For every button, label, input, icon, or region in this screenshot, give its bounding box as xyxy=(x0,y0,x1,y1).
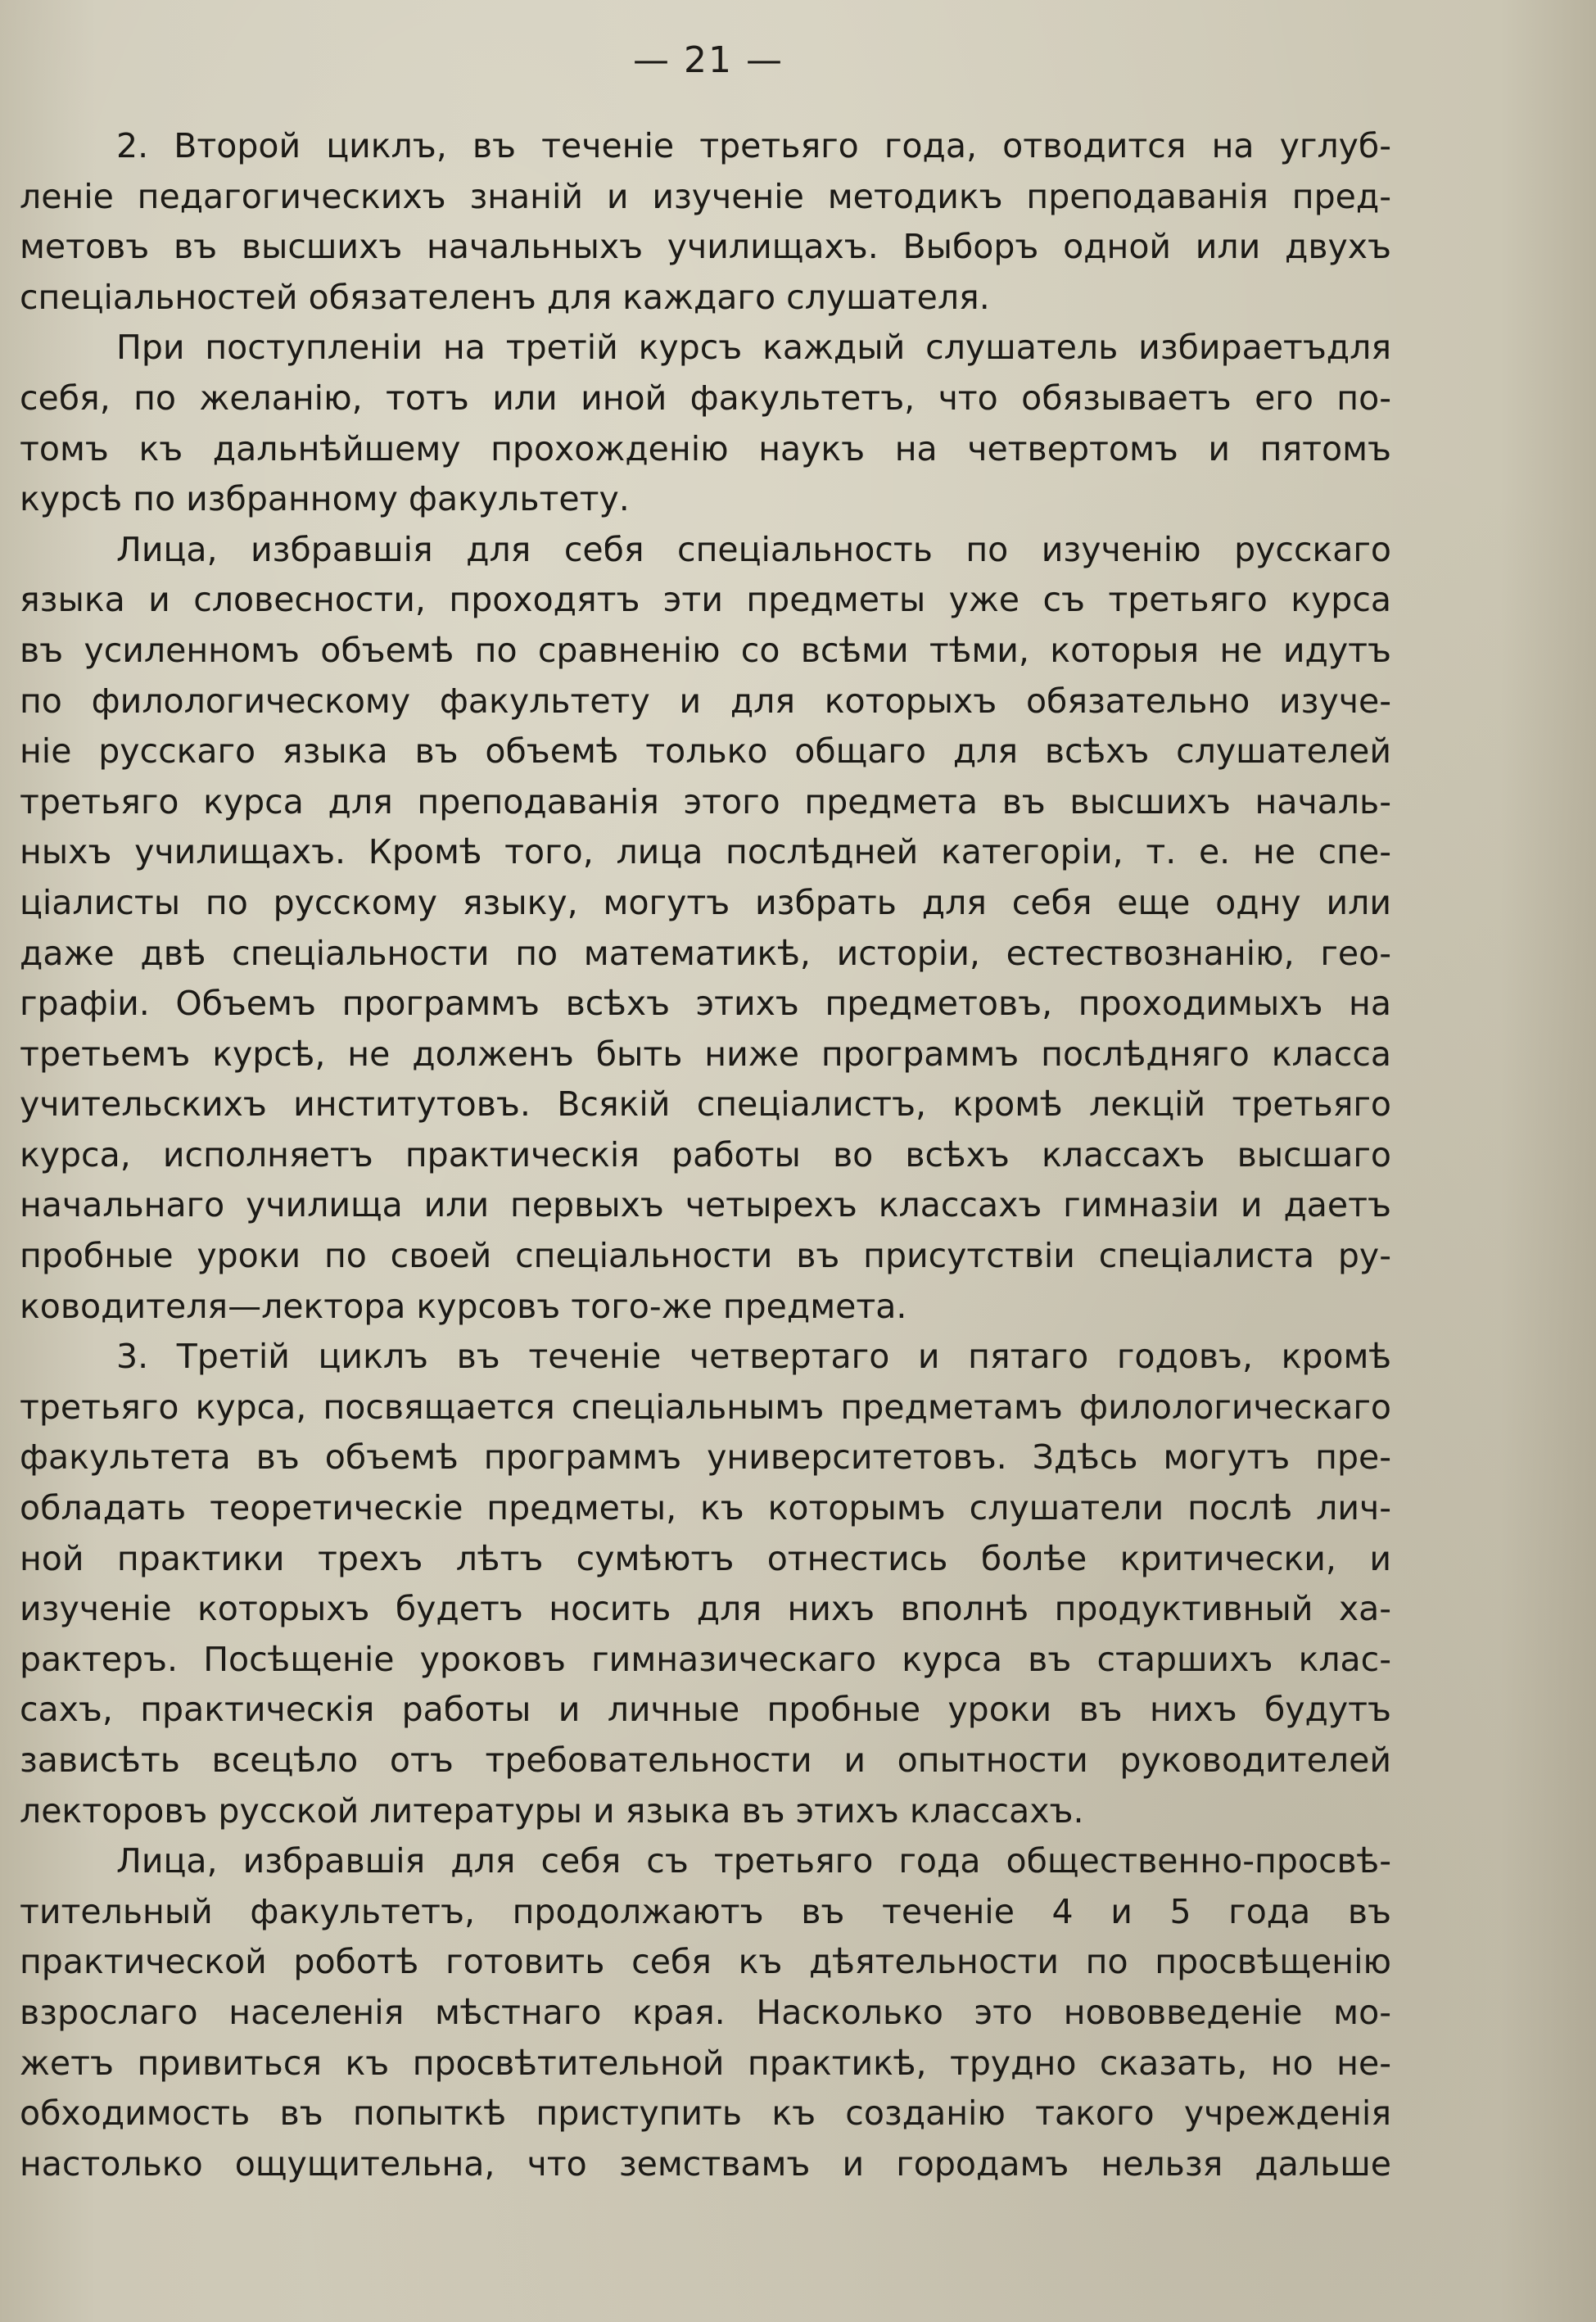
text-line: ныхъ училищахъ. Кромѣ того, лица послѣдней категоріи, т. е. не спе- xyxy=(20,832,1391,872)
text-line: 2. Второй циклъ, въ теченіе третьяго года, отводится на углуб- xyxy=(116,126,1391,165)
text-line: Лица, избравшія для себя спеціальность по изученію русскаго xyxy=(116,529,1391,569)
text-line: жетъ привиться къ просвѣтительной практикѣ, трудно сказать, но не- xyxy=(20,2043,1391,2083)
text-line: курсѣ по избранному факультету. xyxy=(20,479,630,519)
text-line: себя, по желанію, тотъ или иной факультетъ, что обязываетъ его по- xyxy=(20,378,1391,418)
text-line: ководителя—лектора курсовъ того-же предмета. xyxy=(20,1286,907,1326)
text-line: по филологическому факультету и для которыхъ обязательно изуче- xyxy=(20,681,1391,721)
body-text xyxy=(20,121,1391,2189)
text-line: факультета въ объемѣ программъ университетовъ. Здѣсь могутъ пре- xyxy=(20,1437,1391,1478)
text-line: обходимость въ попыткѣ приступить къ созданію такого учрежденія xyxy=(20,2093,1391,2134)
text-line: метовъ въ высшихъ начальныхъ училищахъ. Выборъ одной или двухъ xyxy=(20,227,1391,267)
text-line: 3. Третій циклъ въ теченіе четвертаго и пятаго годовъ, кромѣ xyxy=(116,1337,1391,1377)
text-line: При поступленіи на третій курсъ каждый слушатель избираетъдля xyxy=(116,328,1391,368)
text-line: взрослаго населенія мѣстнаго края. Насколько это нововведеніе мо- xyxy=(20,1992,1391,2032)
text-line: пробные уроки по своей спеціальности въ присутствіи спеціалиста ру- xyxy=(20,1236,1391,1276)
text-line: изученіе которыхъ будетъ носить для нихъ вполнѣ продуктивный ха- xyxy=(20,1589,1391,1629)
text-line: томъ къ дальнѣйшему прохожденію наукъ на четвертомъ и пятомъ xyxy=(20,428,1391,468)
text-line: спеціальностей обязателенъ для каждаго слушателя. xyxy=(20,277,990,317)
text-line: лекторовъ русской литературы и языка въ этихъ классахъ. xyxy=(20,1790,1084,1831)
text-line: рактеръ. Посѣщеніе уроковъ гимназическаго курса въ старшихъ клас- xyxy=(20,1639,1391,1679)
text-line: графіи. Объемъ программъ всѣхъ этихъ предметовъ, проходимыхъ на xyxy=(20,984,1391,1024)
text-line: сахъ, практическія работы и личные пробные уроки въ нихъ будутъ xyxy=(20,1690,1391,1730)
text-line: ніе русскаго языка въ объемѣ только общаго для всѣхъ слушателей xyxy=(20,731,1391,772)
text-line: третьяго курса, посвящается спеціальнымъ предметамъ филологическаго xyxy=(20,1387,1391,1427)
text-line: третьемъ курсѣ, не долженъ быть ниже программъ послѣдняго класса xyxy=(20,1034,1391,1074)
text-line: обладать теоретическіе предметы, къ которымъ слушатели послѣ лич- xyxy=(20,1488,1391,1528)
text-line: леніе педагогическихъ знаній и изученіе методикъ преподаванія пред- xyxy=(20,176,1391,216)
text-line: языка и словесности, проходятъ эти предметы уже съ третьяго курса xyxy=(20,580,1391,620)
page-number: — 21 — xyxy=(633,39,784,81)
text-line: въ усиленномъ объемѣ по сравненію со всѣми тѣми, которыя не идутъ xyxy=(20,630,1391,670)
text-line: настолько ощущительна, что земствамъ и городамъ нельзя дальше xyxy=(20,2143,1391,2184)
text-line: даже двѣ спеціальности по математикѣ, исторіи, естествознанію, гео- xyxy=(20,933,1391,973)
text-line: ціалисты по русскому языку, могутъ избрать для себя еще одну или xyxy=(20,882,1391,922)
text-line: начальнаго училища или первыхъ четырехъ классахъ гимназіи и даетъ xyxy=(20,1185,1391,1225)
text-line: ной практики трехъ лѣтъ сумѣютъ отнестись болѣе критически, и xyxy=(20,1538,1391,1578)
text-line: третьяго курса для преподаванія этого предмета въ высшихъ началь- xyxy=(20,781,1391,822)
text-line: Лица, избравшія для себя съ третьяго года общественно-просвѣ- xyxy=(116,1841,1391,1881)
text-line: тительный факультетъ, продолжаютъ въ теченіе 4 и 5 года въ xyxy=(20,1891,1391,1931)
text-line: зависѣть всецѣло отъ требовательности и опытности руководителей xyxy=(20,1740,1391,1780)
text-line: практической роботѣ готовить себя къ дѣятельности по просвѣщенію xyxy=(20,1942,1391,1982)
text-line: учительскихъ институтовъ. Всякій спеціалистъ, кромѣ лекцій третьяго xyxy=(20,1084,1391,1125)
text-line: курса, исполняетъ практическія работы во всѣхъ классахъ высшаго xyxy=(20,1134,1391,1175)
